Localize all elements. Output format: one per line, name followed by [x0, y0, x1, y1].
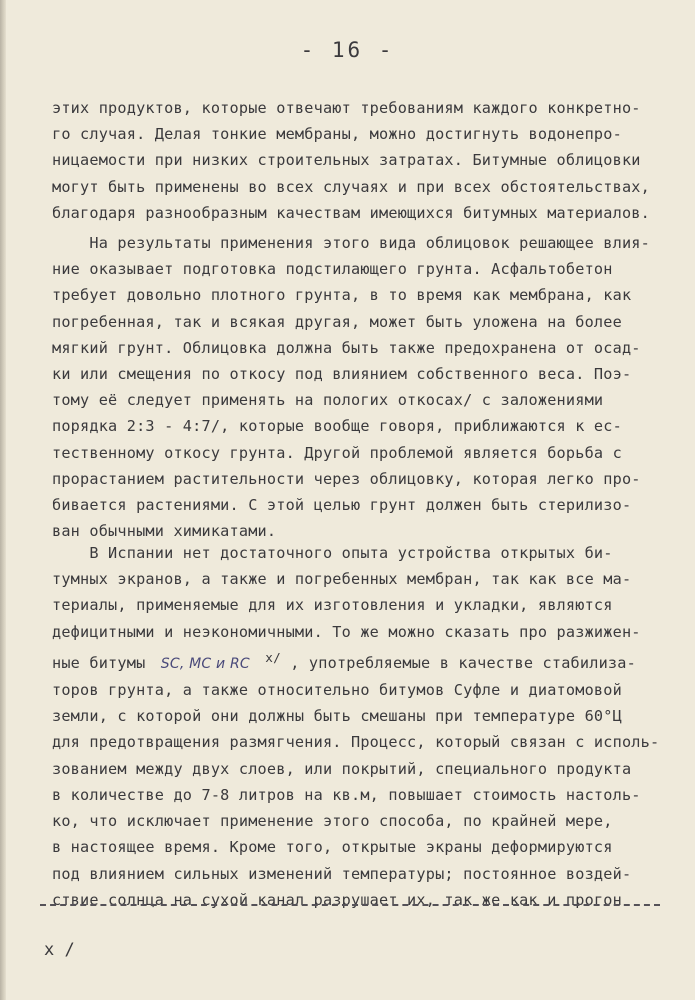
- text-line: тественному откосу грунта. Другой проблемой является борьба с: [52, 443, 622, 462]
- paragraph-3: [52, 540, 680, 913]
- text-line: порядка 2:3 - 4:7/, которые вообще говоря, приближаются к ес-: [52, 417, 622, 436]
- text-line: ствие солнца на сухой канал разрушает их, так же как и прогон: [52, 890, 622, 909]
- text-line: тумных экранов, а также и погребенных мембран, так как все ма-: [52, 570, 632, 589]
- text-line: погребенная, так и всякая другая, может быть уложена на более: [52, 312, 622, 331]
- text-line: благодаря разнообразным качествам имеющихся битумных материалов.: [52, 203, 650, 222]
- footnote-divider: [40, 904, 660, 906]
- text-fragment: ные битумы: [52, 653, 146, 672]
- text-line: под влиянием сильных изменений температуры; постоянное воздей-: [52, 864, 632, 883]
- text-line-with-handwriting: [52, 645, 680, 677]
- text-line: ко, что исключает применение этого способа, по крайней мере,: [52, 812, 613, 831]
- text-line: ки или смещения по откосу под влиянием собственного веса. Поэ-: [52, 365, 632, 384]
- text-line: ницаемости при низких строительных затратах. Битумные облицовки: [52, 151, 641, 170]
- text-line: бивается растениями. С этой целью грунт должен быть стерилизо-: [52, 496, 632, 515]
- text-line: го случая. Делая тонкие мембраны, можно достигнуть водонепро-: [52, 125, 622, 144]
- text-line: для предотвращения размягчения. Процесс, который связан с исполь-: [52, 733, 660, 752]
- text-line: ван обычными химикатами.: [52, 522, 277, 541]
- paragraph-1: [52, 95, 680, 226]
- text-line: тому её следует применять на пологих откосах/ с заложениями: [52, 391, 604, 410]
- text-line: На результаты применения этого вида облицовок решающее влия-: [52, 234, 650, 252]
- text-line: В Испании нет достаточного опыта устройства открытых би-: [52, 544, 613, 562]
- text-line: этих продуктов, которые отвечают требованиям каждого конкретно-: [52, 99, 641, 117]
- handwritten-insert: SC, MC и RC: [160, 655, 250, 672]
- footnote: x /: [44, 940, 75, 960]
- text-line: требует довольно плотного грунта, в то время как мембрана, как: [52, 286, 632, 305]
- paragraph-2: [52, 230, 680, 544]
- text-line: дефицитными и неэкономичными. То же можно сказать про разжижен-: [52, 622, 641, 641]
- text-line: териалы, применяемые для их изготовления и укладки, являются: [52, 596, 613, 615]
- text-line: торов грунта, а также относительно битумов Суфле и диатомовой: [52, 681, 622, 700]
- footnote-mark: x/: [265, 649, 281, 665]
- text-line: мягкий грунт. Облицовка должна быть также предохранена от осад-: [52, 338, 641, 357]
- paper-edge-shadow: [0, 0, 6, 1000]
- text-line: земли, с которой они должны быть смешаны при температуре 60°Ц: [52, 707, 622, 726]
- text-line: прорастанием растительности через облицовку, которая легко про-: [52, 469, 641, 488]
- text-line: могут быть применены во всех случаях и при всех обстоятельствах,: [52, 177, 650, 196]
- text-line: ние оказывает подготовка подстилающего грунта. Асфальтобетон: [52, 260, 613, 279]
- text-line: в настоящее время. Кроме того, открытые экраны деформируются: [52, 838, 613, 857]
- text-line: зованием между двух слоев, или покрытий, специального продукта: [52, 759, 632, 778]
- text-line: в количестве до 7-8 литров на кв.м, повышает стоимость настоль-: [52, 785, 641, 804]
- text-fragment: , употребляемые в качестве стабилиза-: [290, 653, 636, 672]
- page-number: - 16 -: [300, 38, 395, 62]
